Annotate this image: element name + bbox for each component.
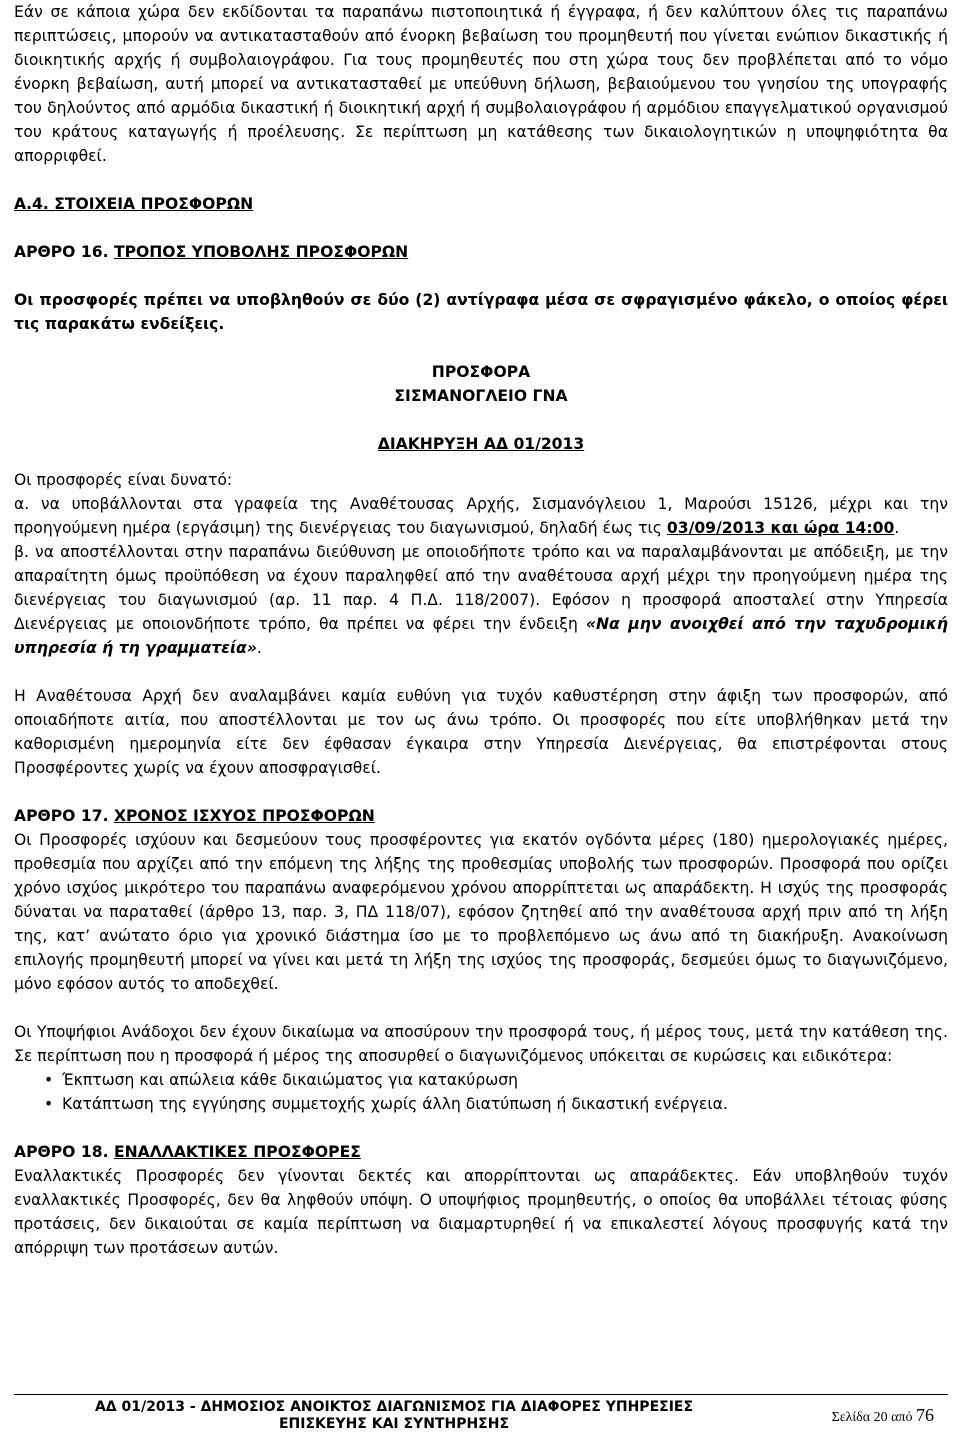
option-a-text: α. να υποβάλλονται στα γραφεία της Αναθέτουσας Αρχής, Σισμανόγλειου 1, Μαρούσι 15126, μέχρι και την προηγούμενη ημέρα (εργάσιμη) της διενέργειας του διαγωνισμού, δηλαδή έως τις (14, 495, 948, 537)
sanctions-list (14, 1068, 948, 1116)
page-of: από (891, 1410, 913, 1425)
intro-paragraph: Εάν σε κάποια χώρα δεν εκδίδονται τα παραπάνω πιστοποιητικά ή έγγραφα, ή δεν καλύπτουν όλες τις παραπάνω περιπτώσεις, μπορούν να αντικατασταθούν από ένορκη βεβαίωση του προμηθευτή που γίνεται ενώπιον δικαστικής ή διοικητικής αρχής ή συμβολαιογράφου. Για τους προμηθευτές που στη χώρα τους δεν προβλέπεται από το νόμο ένορκη βεβαίωση, αυτή μπορεί να αντικατασταθεί με υπεύθυνη δήλωση, βεβαιούμενου του γνησίου της υπογραφής του δηλούντος από αρμόδια δικαστική ή διοικητική αρχή ή συμβολαιογράφου ή αρμόδιου επαγγελματικού οργανισμού του κράτους καταγωγής ή προέλευσης. Σε περίπτωση μη κατάθεσης των δικαιολογητικών η υποψηφιότητα θα απορριφθεί. (14, 3, 948, 165)
envelope-line-2: ΣΙΣΜΑΝΟΓΛΕΙΟ ΓΝΑ (394, 387, 568, 405)
bullet-icon: • (44, 1095, 54, 1113)
footer-title-line-2: ΕΠΙΣΚΕΥΗΣ ΚΑΙ ΣΥΝΤΗΡΗΣΗΣ (278, 1416, 510, 1432)
article-18-number: ΑΡΘΡΟ 18. (14, 1143, 109, 1161)
envelope-line-3: ΔΙΑΚΗΡΥΞΗ ΑΔ 01/2013 (377, 435, 585, 453)
list-item-text: Έκπτωση και απώλεια κάθε δικαιώματος για κατακύρωση (62, 1071, 519, 1089)
article-17-paragraph-2: Οι Υποψήφιοι Ανάδοχοι δεν έχουν δικαίωμα να αποσύρουν την προσφορά τους, ή μέρος τους, μετά την κατάθεση της. Σε περίπτωση που η προσφορά ή μέρος της αποσυρθεί ο διαγωνιζόμενος υπόκειται σε κυρώσεις και ειδικότερα: (14, 1023, 948, 1065)
page-footer (14, 1394, 948, 1441)
article-17-paragraph-1: Οι Προσφορές ισχύουν και δεσμεύουν τους προσφέροντες για εκατόν ογδόντα μέρες (180) ημερολογιακές ημέρες, προθεσμία που αρχίζει από την επόμενη της λήξης της προθεσμίας υποβολής των προσφορών. Προσφορά που ορίζει χρόνο ισχύος μικρότερο του παραπάνω αναφερόμενου χρόνου απορρίπτεται ως απαράδεκτη. Η ισχύς της προσφοράς δύναται να παραταθεί (άρθρο 13, παρ. 3, ΠΔ 118/07), εφόσον ζητηθεί από την αναθέτουσα αρχή πριν από τη λήξη της, κατ’ ανώτατο όριο για χρονικό διάστημα ίσο με το προβλεπόμενο ως άνω από τη διακήρυξη. Ανακοίνωση επιλογής προμηθευτή μπορεί να γίνει και μετά τη λήξη της ισχύος της προσφοράς, δεσμεύει όμως το διαγωνιζόμενο, μόνο εφόσον αυτός το αποδεχθεί. (14, 831, 948, 993)
article-18-title: ΕΝΑΛΛΑΚΤΙΚΕΣ ΠΡΟΣΦΟΡΕΣ (113, 1143, 361, 1161)
article-16-heading (14, 240, 948, 264)
page-number (832, 1405, 934, 1426)
article-18-paragraph: Εναλλακτικές Προσφορές δεν γίνονται δεκτές και απορρίπτονται ως απαράδεκτες. Εάν υποβληθούν τυχόν εναλλακτικές Προσφορές, δεν θα ληφθούν υπόψη. Ο υποψήφιος προμηθευτής, ο οποίος θα υποβάλλει τέτοιας φύσης προτάσεις, δεν δικαιούται σε καμία περίπτωση να διαμαρτυρηθεί ή να επικαλεστεί λόγους προσφυγής κατά την απόρριψη των προτάσεων αυτών. (14, 1167, 948, 1257)
envelope-line-1: ΠΡΟΣΦΟΡΑ (431, 363, 531, 381)
option-b-end: . (256, 639, 262, 657)
option-b (14, 540, 948, 660)
article-17-heading (14, 804, 948, 828)
list-item (14, 1068, 948, 1092)
article-17-title: ΧΡΟΝΟΣ ΙΣΧΥΟΣ ΠΡΟΣΦΟΡΩΝ (113, 807, 375, 825)
liability-paragraph: Η Αναθέτουσα Αρχή δεν αναλαμβάνει καμία ευθύνη για τυχόν καθυστέρηση στην άφιξη των προσφορών, από οποιαδήποτε αιτία, που αποστέλλονται με τον ως άνω τρόπο. Οι προσφορές που είτε υποβλήθηκαν μετά την καθορισμένη ημερομηνία είτε δεν έφθασαν έγκαιρα στην Υπηρεσία Διενέργειας, θα επιστρέφονται στους Προσφέροντες χωρίς να έχουν αποσφραγισθεί. (14, 687, 948, 777)
bullet-icon: • (44, 1071, 54, 1089)
footer-title-line-1: ΑΔ 01/2013 - ΔΗΜΟΣΙΟΣ ΑΝΟΙΚΤΟΣ ΔΙΑΓΩΝΙΣΜΟΣ ΓΙΑ ΔΙΑΦΟΡΕΣ ΥΠΗΡΕΣΙΕΣ (94, 1399, 694, 1415)
option-b-quote: «Να μην ανοιχθεί από την ταχυδρομική υπηρεσία ή τη γραμματεία» (14, 615, 948, 657)
article-17-number: ΑΡΘΡΟ 17. (14, 807, 109, 825)
list-item-text: Κατάπτωση της εγγύησης συμμετοχής χωρίς άλλη διατύπωση ή δικαστική ενέργεια. (62, 1095, 728, 1113)
list-item (14, 1092, 948, 1116)
footer-title (14, 1399, 774, 1433)
article-16-lead: Οι προσφορές πρέπει να υποβληθούν σε δύο (2) αντίγραφα μέσα σε σφραγισμένο φάκελο, ο οποίος φέρει τις παρακάτω ενδείξεις. (14, 291, 948, 333)
option-b-text: β. να αποστέλλονται στην παραπάνω διεύθυνση με οποιοδήποτε τρόπο και να παραλαμβάνονται με απόδειξη, με την απαραίτητη όμως προϋπόθεση να έχουν παραληφθεί από την αναθέτουσα αρχή μέχρι την προηγούμενη ημέρα της διενέργειας του διαγωνισμού (αρ. 11 παρ. 4 Π.Δ. 118/2007). Εφόσον η προσφορά αποσταλεί στην Υπηρεσία Διενέργειας με οποιονδήποτε τρόπο, θα πρέπει να φέρει την ένδειξη (14, 543, 948, 633)
article-18-heading (14, 1140, 948, 1164)
page-current: 20 (873, 1410, 888, 1425)
section-heading: Α.4. ΣΤΟΙΧΕΙΑ ΠΡΟΣΦΟΡΩΝ (14, 195, 254, 213)
option-a-end: . (894, 519, 900, 537)
page-total: 76 (916, 1405, 934, 1425)
option-a (14, 492, 948, 540)
submission-deadline: 03/09/2013 και ώρα 14:00 (666, 519, 895, 537)
article-16-number: ΑΡΘΡΟ 16. (14, 243, 109, 261)
article-16-title: ΤΡΟΠΟΣ ΥΠΟΒΟΛΗΣ ΠΡΟΣΦΟΡΩΝ (113, 243, 409, 261)
document-page (14, 0, 948, 1260)
possible-label: Οι προσφορές είναι δυνατό: (14, 471, 233, 489)
page-label: Σελίδα (831, 1410, 871, 1425)
